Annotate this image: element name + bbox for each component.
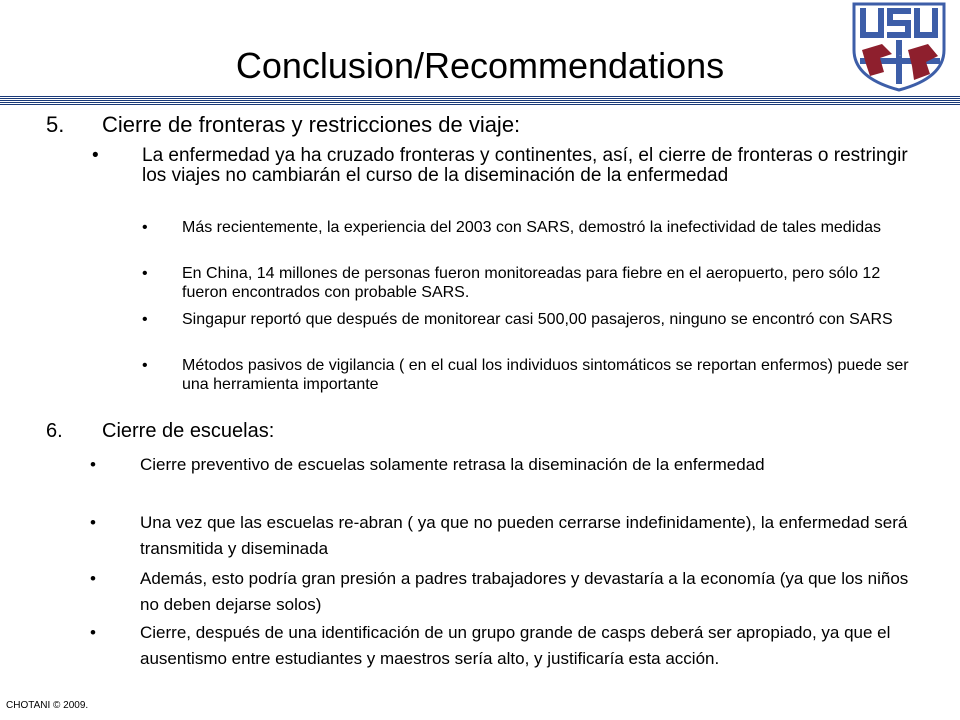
title-rule	[0, 96, 960, 106]
bullet-dot: •	[142, 219, 148, 236]
bullet-dot: •	[142, 311, 148, 328]
bullet-text: Además, esto podría gran presión a padres trabajadores y devastaría a la economía (ya que los niños no deben dejarse solos)	[140, 569, 909, 614]
bullet-dot: •	[90, 455, 96, 474]
footer-copyright: CHOTANI © 2009.	[6, 700, 89, 711]
bullet-dot: •	[142, 265, 148, 282]
section-number: 6.	[46, 420, 63, 442]
subbullet-text: Métodos pasivos de vigilancia ( en el cual los individuos sintomáticos se reportan enfermos) puede ser una herramienta importante	[182, 357, 909, 393]
bullet-dot: •	[90, 569, 96, 588]
svg-text:USU: USU	[899, 56, 902, 57]
section-number: 5.	[46, 112, 65, 137]
bullet-text: La enfermedad ya ha cruzado fronteras y continentes, así, el cierre de fronteras o restringir los viajes no cambiarán el curso de la diseminación de la enfermedad	[142, 145, 908, 186]
bullet-dot: •	[92, 145, 99, 166]
bullet-text: Una vez que las escuelas re-abran ( ya que no pueden cerrarse indefinidamente), la enfermedad será transmitida y diseminada	[140, 513, 908, 558]
bullet-dot: •	[90, 623, 96, 642]
page-title: Conclusion/Recommendations	[235, 45, 725, 86]
bullet-text: Cierre, después de una identificación de un grupo grande de casps deberá ser apropiado, ya que el ausentismo entre estudiantes y maestros sería alto, y justificaría esta acción.	[140, 623, 891, 668]
bullet-dot: •	[90, 513, 96, 532]
subbullet-text: Más recientemente, la experiencia del 2003 con SARS, demostró la inefectividad de tales medidas	[182, 219, 882, 236]
subbullet-text: En China, 14 millones de personas fueron monitoreadas para fiebre en el aeropuerto, pero sólo 12 fueron encontrados con probable SARS.	[182, 265, 881, 301]
subbullet-text: Singapur reportó que después de monitorear casi 500,00 pasajeros, ninguno se encontró con SARS	[182, 311, 893, 328]
section-heading-text: Cierre de fronteras y restricciones de viaje:	[102, 112, 521, 137]
section-heading-text: Cierre de escuelas:	[102, 420, 275, 442]
bullet-dot: •	[142, 357, 148, 374]
bullet-text: Cierre preventivo de escuelas solamente retrasa la diseminación de la enfermedad	[140, 455, 765, 474]
